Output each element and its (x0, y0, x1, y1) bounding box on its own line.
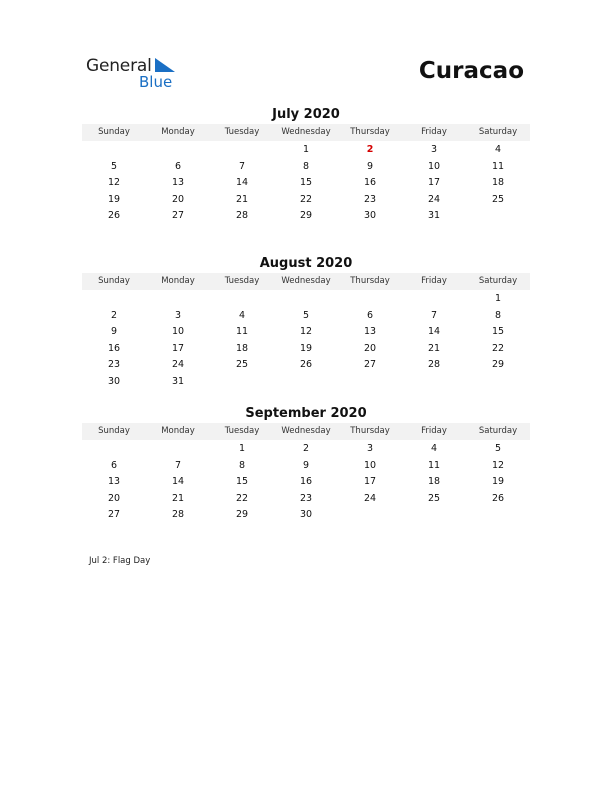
weeks-grid (82, 440, 530, 524)
week-row (82, 308, 530, 325)
day-cell: 26 (107, 210, 121, 221)
day-cell: 16 (107, 342, 121, 354)
day-cell (402, 374, 466, 391)
weekday-label: Wednesday (281, 276, 331, 286)
month-title: September 2020 (245, 406, 367, 421)
day-cell: 12 (299, 326, 313, 337)
day-cell: 29 (491, 359, 505, 370)
weekday-label: Saturday (478, 276, 518, 286)
day-cell (210, 374, 274, 391)
weeks-grid (82, 141, 530, 225)
weekday-label: Sunday (98, 276, 130, 286)
day-cell (274, 374, 338, 391)
day-cell: 18 (235, 342, 249, 354)
month-title: August 2020 (259, 256, 353, 271)
day-cell: 29 (235, 509, 249, 520)
weekday-label: Saturday (478, 426, 518, 436)
day-cell: 16 (363, 177, 377, 188)
day-cell: 2 (110, 309, 118, 321)
week-row (82, 142, 530, 159)
weekday-label: Sunday (98, 426, 130, 436)
day-cell: 11 (427, 459, 441, 471)
day-cell: 17 (427, 177, 441, 188)
day-cell (82, 291, 146, 308)
day-cell: 18 (491, 177, 505, 188)
day-cell (146, 142, 210, 159)
day-cell: 8 (238, 459, 246, 471)
week-row (82, 192, 530, 209)
day-cell: 16 (299, 476, 313, 487)
week-row (82, 357, 530, 374)
day-cell: 14 (427, 326, 441, 337)
logo-general-text: General (86, 56, 152, 76)
day-cell: 23 (107, 359, 121, 370)
day-cell: 5 (494, 443, 502, 454)
day-cell: 3 (430, 144, 438, 155)
weekday-label: Wednesday (281, 127, 331, 137)
day-cell: 28 (427, 359, 441, 370)
week-row (82, 341, 530, 358)
day-cell: 7 (430, 309, 438, 321)
day-cell: 29 (299, 210, 313, 221)
day-cell: 24 (171, 359, 185, 370)
day-cell: 15 (235, 476, 249, 487)
weeks-grid (82, 290, 530, 390)
day-cell (466, 374, 530, 391)
day-cell: 25 (491, 193, 505, 205)
day-cell: 4 (238, 309, 246, 321)
day-cell (338, 507, 402, 524)
day-cell (146, 441, 210, 458)
weekday-label: Saturday (478, 127, 518, 137)
weekday-label: Thursday (350, 426, 390, 436)
weekday-label: Thursday (350, 276, 390, 286)
day-cell: 12 (491, 459, 505, 471)
week-row (82, 291, 530, 308)
day-cell (466, 507, 530, 524)
day-cell: 7 (174, 459, 182, 471)
day-cell: 31 (171, 375, 185, 387)
day-cell: 13 (363, 326, 377, 337)
weekday-label: Tuesday (224, 276, 260, 286)
week-row (82, 374, 530, 391)
day-cell: 21 (171, 492, 185, 504)
day-cell: 15 (299, 177, 313, 188)
day-cell: 25 (427, 492, 441, 504)
weekday-label: Sunday (98, 127, 130, 137)
country-title: Curacao (418, 58, 524, 84)
day-cell: 1 (302, 144, 310, 155)
day-cell: 8 (302, 160, 310, 172)
day-cell: 22 (235, 492, 249, 504)
month-calendar (82, 106, 530, 225)
day-cell: 3 (174, 309, 182, 321)
day-cell: 19 (299, 342, 313, 354)
day-cell: 15 (491, 326, 505, 337)
day-cell: 10 (171, 326, 185, 337)
day-cell: 10 (427, 160, 441, 172)
day-cell: 11 (235, 326, 249, 337)
weekday-label: Tuesday (224, 127, 260, 137)
logo-blue-text: Blue (139, 73, 173, 91)
day-cell: 14 (171, 476, 185, 487)
weekday-header-row (82, 273, 530, 290)
weekday-header-row (82, 124, 530, 141)
day-cell: 18 (427, 476, 441, 487)
day-cell: 6 (110, 459, 118, 471)
day-cell: 10 (363, 459, 377, 471)
day-cell: 13 (107, 476, 121, 487)
month-calendar (82, 255, 530, 390)
weekday-label: Monday (161, 426, 195, 436)
day-cell: 5 (302, 309, 310, 321)
day-cell: 4 (494, 144, 502, 155)
day-cell: 22 (299, 193, 313, 205)
day-cell: 1 (494, 293, 502, 304)
day-cell: 23 (363, 193, 377, 205)
day-cell: 19 (491, 476, 505, 487)
day-cell: 4 (430, 443, 438, 454)
day-cell: 9 (110, 326, 118, 337)
day-cell: 7 (238, 160, 246, 172)
holiday-notes (89, 556, 150, 566)
day-cell: 23 (299, 492, 313, 504)
day-cell (82, 142, 146, 159)
day-cell: 2 (302, 443, 310, 454)
day-cell: 31 (427, 210, 441, 221)
day-cell: 30 (299, 509, 313, 520)
day-cell: 17 (171, 342, 185, 354)
day-cell: 27 (107, 509, 121, 520)
weekday-header-row (82, 423, 530, 440)
day-cell: 24 (427, 193, 441, 205)
day-cell: 20 (171, 193, 185, 205)
day-cell: 17 (363, 476, 377, 487)
day-cell: 24 (363, 492, 377, 504)
day-cell: 30 (107, 375, 121, 387)
weekday-label: Friday (421, 127, 447, 137)
day-cell: 28 (171, 509, 185, 520)
week-row (82, 159, 530, 176)
week-row (82, 324, 530, 341)
weekday-label: Monday (161, 276, 195, 286)
day-cell: 21 (235, 193, 249, 205)
day-cell: 20 (363, 342, 377, 354)
day-cell (402, 507, 466, 524)
day-cell (274, 291, 338, 308)
logo-flag-icon (155, 58, 175, 72)
day-cell (82, 441, 146, 458)
brand-logo (86, 56, 186, 92)
week-row (82, 175, 530, 192)
week-row (82, 458, 530, 475)
weekday-label: Monday (161, 127, 195, 137)
day-cell (338, 374, 402, 391)
weekday-label: Friday (421, 426, 447, 436)
day-cell: 28 (235, 210, 249, 221)
weekday-label: Wednesday (281, 426, 331, 436)
week-row (82, 491, 530, 508)
day-cell: 27 (171, 210, 185, 221)
day-cell: 8 (494, 309, 502, 321)
day-cell (402, 291, 466, 308)
day-cell: 9 (366, 160, 374, 172)
day-cell (210, 291, 274, 308)
week-row (82, 441, 530, 458)
day-cell: 22 (491, 342, 505, 354)
weekday-label: Thursday (350, 127, 390, 137)
day-cell (338, 291, 402, 308)
week-row (82, 474, 530, 491)
day-cell: 3 (366, 443, 374, 454)
weekday-label: Friday (421, 276, 447, 286)
day-cell: 6 (366, 309, 374, 321)
day-cell: 20 (107, 492, 121, 504)
day-cell (146, 291, 210, 308)
day-cell: 6 (174, 160, 182, 172)
day-cell: 9 (302, 459, 310, 471)
day-cell: 25 (235, 359, 249, 370)
day-cell: 26 (299, 359, 313, 370)
day-cell: 11 (491, 160, 505, 172)
month-title: July 2020 (272, 107, 340, 122)
day-cell (466, 208, 530, 225)
day-cell: 26 (491, 492, 505, 504)
day-cell: 1 (238, 443, 246, 454)
week-row (82, 507, 530, 524)
month-calendar (82, 405, 530, 524)
day-cell: 19 (107, 193, 121, 205)
holiday-note: Jul 2: Flag Day (89, 556, 151, 566)
day-cell: 21 (427, 342, 441, 354)
day-cell: 12 (107, 177, 121, 188)
day-cell: 27 (363, 359, 377, 370)
day-cell: 5 (110, 160, 118, 172)
day-cell: 30 (363, 210, 377, 221)
day-cell-holiday: 2 (366, 144, 374, 155)
week-row (82, 208, 530, 225)
day-cell (210, 142, 274, 159)
weekday-label: Tuesday (224, 426, 260, 436)
day-cell: 13 (171, 177, 185, 188)
day-cell: 14 (235, 177, 249, 188)
